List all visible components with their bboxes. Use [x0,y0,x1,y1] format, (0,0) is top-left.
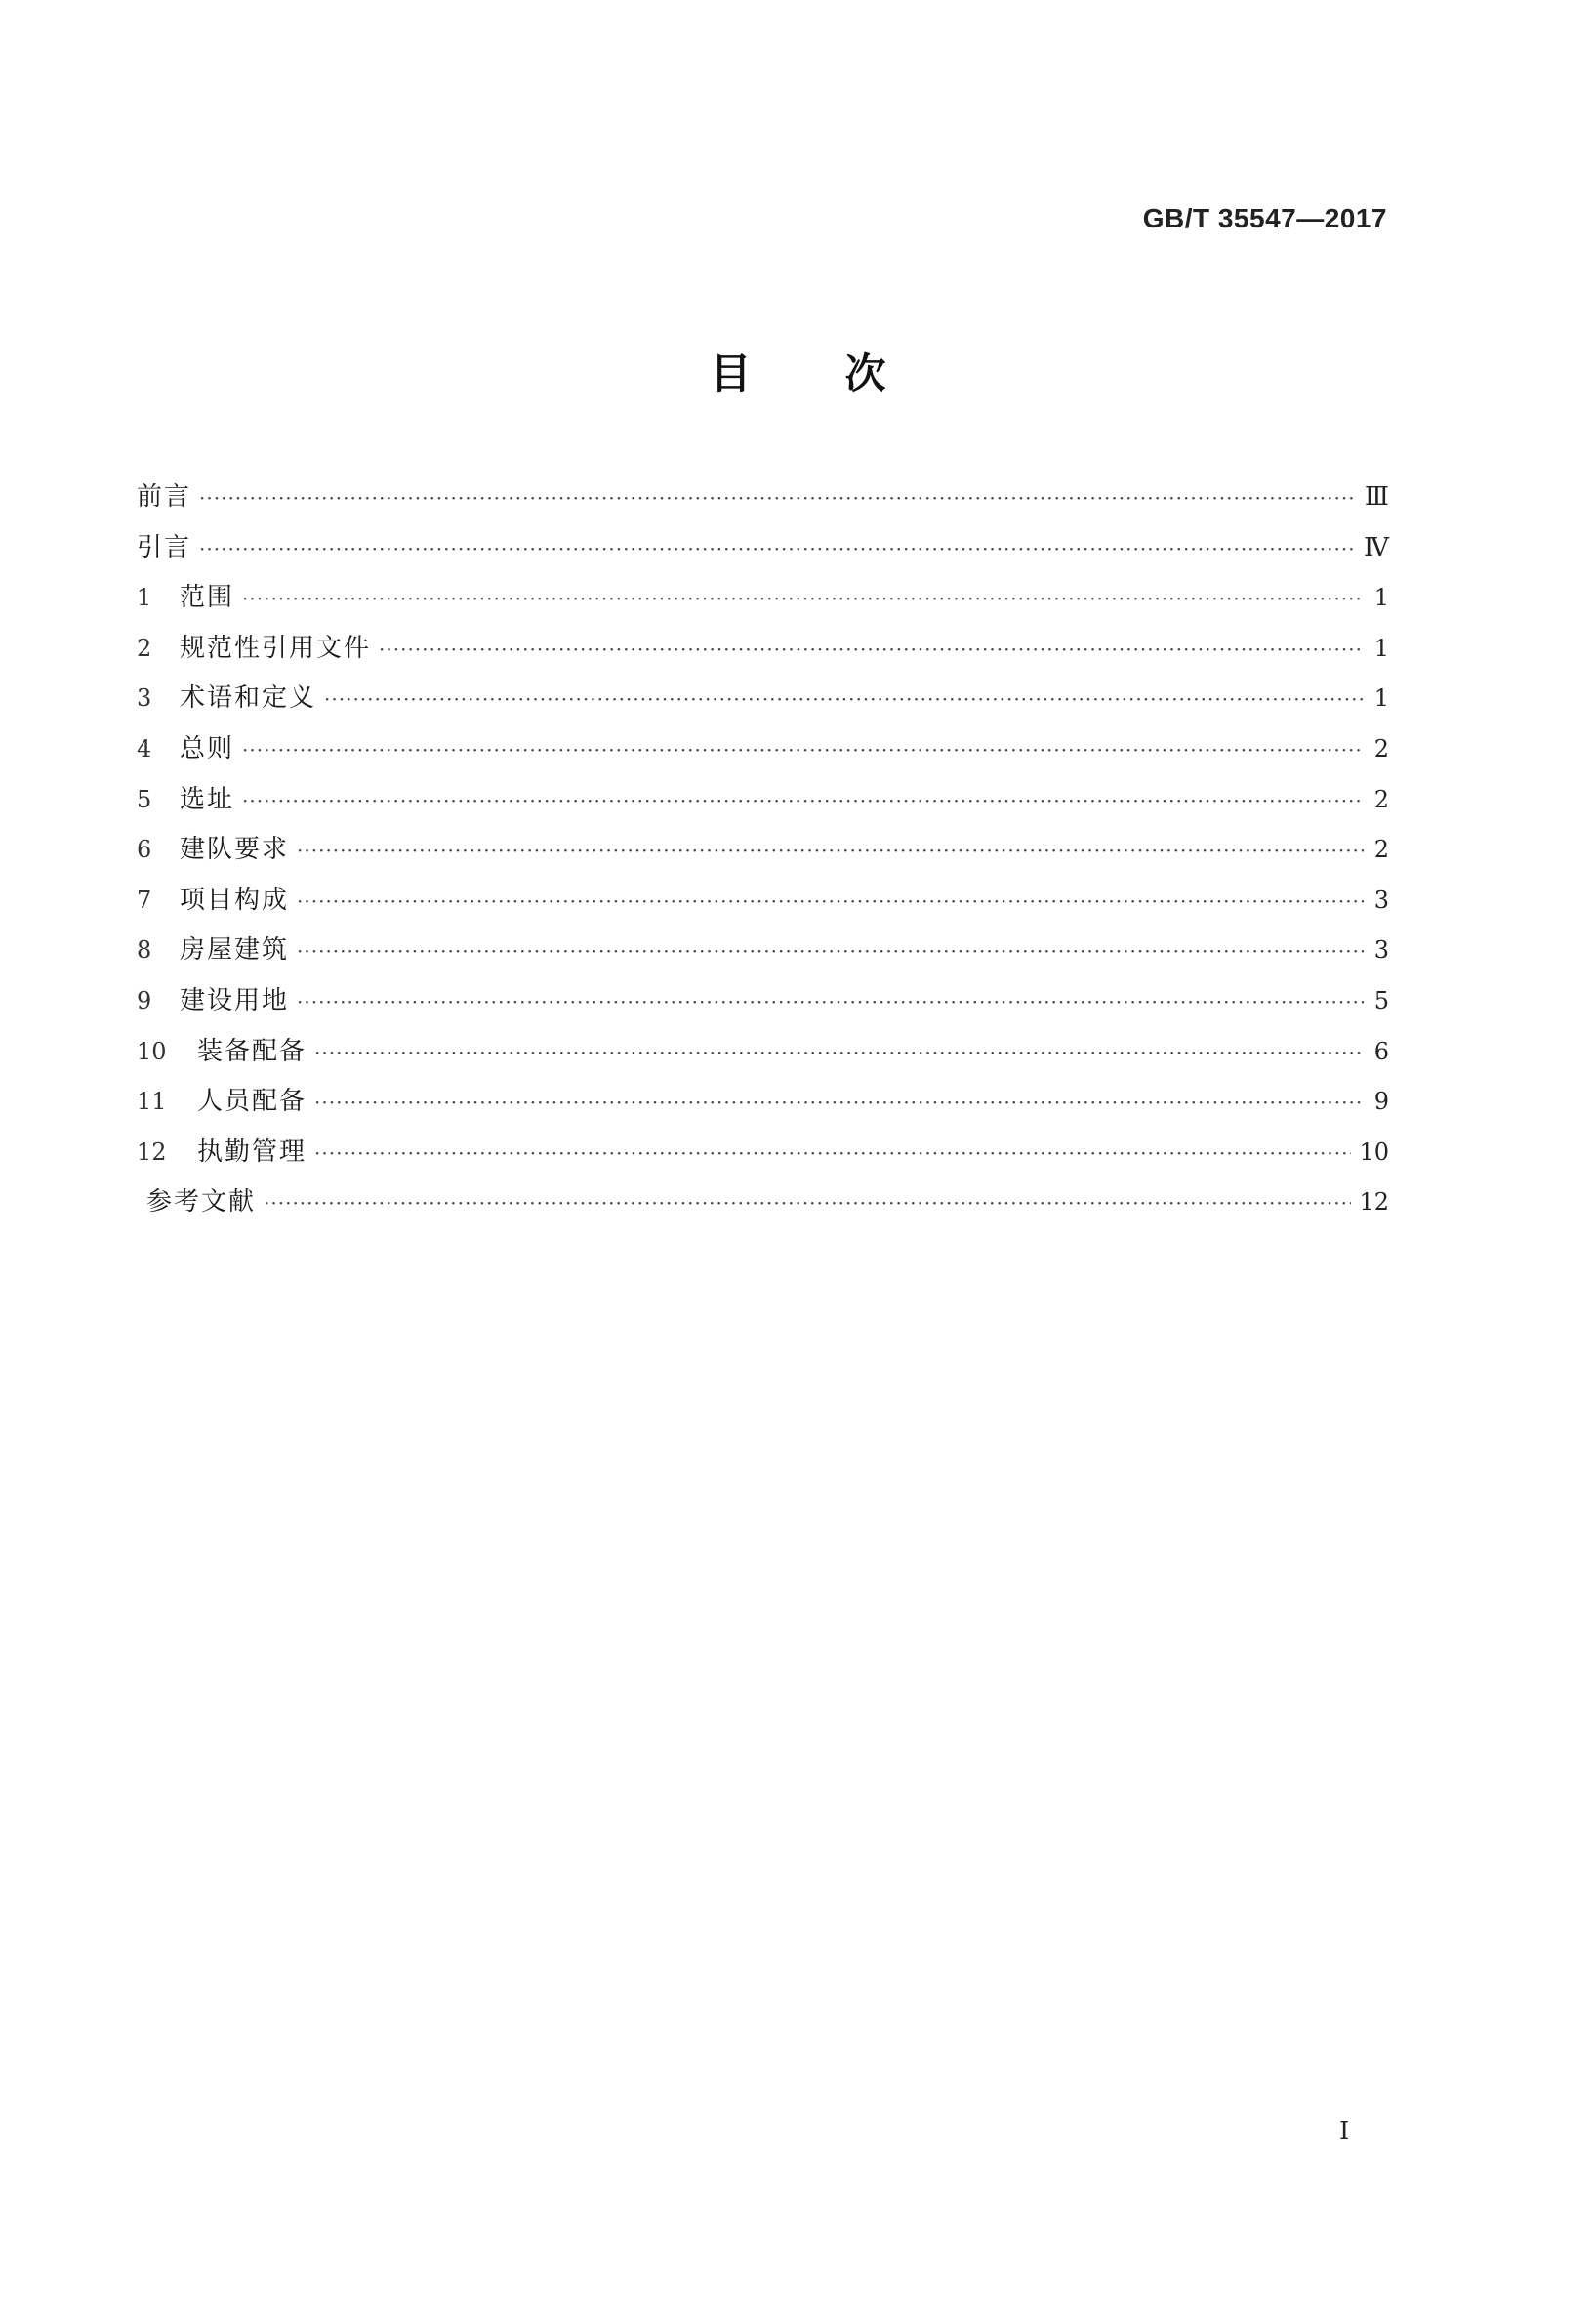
toc-number: 2 [137,634,152,662]
toc-entry-4[interactable] [137,724,1389,775]
toc-entry-12[interactable] [137,1128,1389,1178]
toc-leader [264,1178,1351,1229]
toc-entry-5[interactable] [137,775,1389,826]
toc-entry-2[interactable] [137,624,1389,675]
toc-leader [297,877,1364,928]
toc-page: 3 [1373,886,1389,914]
toc-entry-8[interactable] [137,926,1389,976]
toc-page: 1 [1373,684,1389,713]
toc-label: 执勤管理 [197,1137,307,1167]
toc-entry-1[interactable] [137,573,1389,624]
toc-label: 建队要求 [180,835,290,865]
toc-leader [242,574,1364,625]
toc-entry-introduction[interactable] [137,523,1389,574]
toc-label: 范围 [180,583,235,613]
toc-leader [242,725,1364,776]
page-title [0,342,1596,400]
toc-number: 9 [137,986,152,1014]
toc-label: 引言 [137,532,192,562]
toc-label: 人员配备 [197,1087,307,1117]
toc-label: 参考文献 [146,1187,257,1218]
toc-entry-9[interactable] [137,976,1389,1027]
toc-page: 3 [1373,936,1389,965]
toc-page: 5 [1373,986,1389,1014]
toc-page: 2 [1373,836,1389,864]
toc-page: 1 [1373,584,1389,612]
title-char-1: 目 [710,350,752,397]
toc-leader [314,1078,1364,1129]
toc-label: 选址 [180,784,235,814]
toc-entry-10[interactable] [137,1027,1389,1078]
toc-page: 2 [1373,785,1389,813]
toc-entry-7[interactable] [137,876,1389,927]
toc-label: 房屋建筑 [180,935,290,966]
toc-page: 2 [1373,734,1389,763]
toc-leader [297,927,1364,977]
toc-number: 12 [137,1137,167,1166]
title-char-2: 次 [844,350,886,397]
page-number: I [1339,2117,1350,2146]
toc-number: 5 [137,785,152,813]
toc-label: 总则 [180,733,235,764]
toc-number: 6 [137,836,152,864]
toc-entry-11[interactable] [137,1077,1389,1128]
toc-label: 前言 [137,482,192,512]
toc-label: 规范性引用文件 [180,633,372,663]
toc-entry-6[interactable] [137,825,1389,876]
toc-leader [314,1129,1351,1179]
table-of-contents [137,473,1389,1228]
toc-entry-preface[interactable] [137,473,1389,523]
toc-leader [379,625,1364,676]
toc-leader [314,1028,1364,1079]
document-code: GB/T 35547—2017 [1142,203,1387,233]
toc-page: 10 [1359,1137,1389,1166]
toc-page: 9 [1373,1088,1389,1116]
toc-label: 术语和定义 [180,683,317,714]
toc-page: Ⅳ [1364,532,1389,562]
toc-leader [297,977,1364,1028]
toc-leader [324,675,1364,725]
toc-entry-3[interactable] [137,674,1389,724]
toc-label: 装备配备 [197,1036,307,1066]
toc-leader [297,826,1364,877]
toc-entry-bibliography[interactable] [137,1178,1389,1228]
toc-leader [199,524,1356,575]
toc-page: 6 [1373,1037,1389,1065]
toc-number: 11 [137,1088,167,1116]
toc-number: 3 [137,684,152,713]
toc-number: 1 [137,584,152,612]
toc-number: 10 [137,1037,167,1065]
toc-label: 项目构成 [180,885,290,915]
toc-page: 12 [1359,1188,1389,1217]
toc-page: Ⅲ [1364,482,1389,512]
toc-number: 4 [137,734,152,763]
toc-page: 1 [1373,634,1389,662]
toc-number: 7 [137,886,152,914]
toc-leader [242,776,1364,827]
toc-leader [199,474,1357,524]
toc-number: 8 [137,936,152,965]
toc-label: 建设用地 [180,985,290,1015]
